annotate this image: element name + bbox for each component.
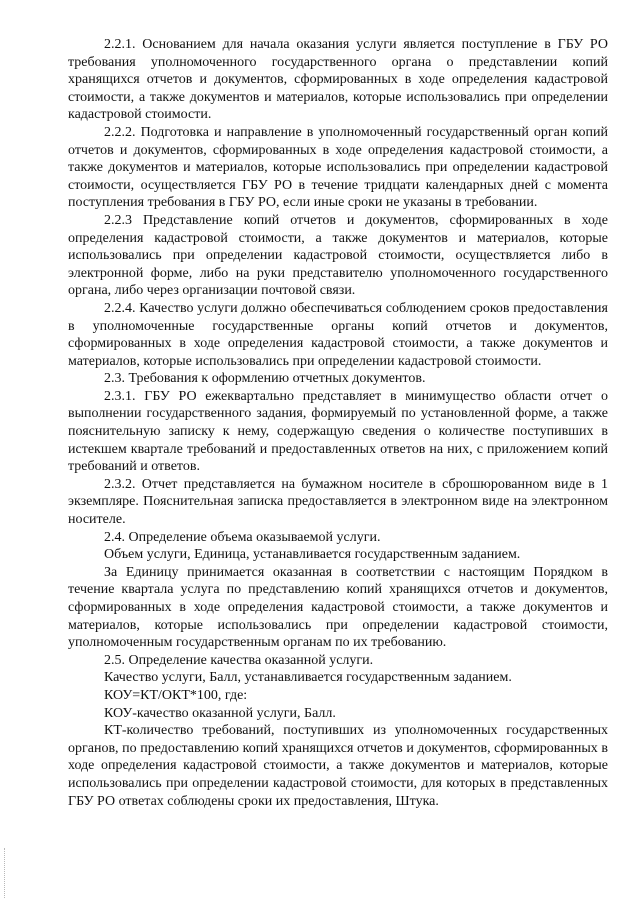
- paragraph-volume: Объем услуги, Единица, устанавливается государственным заданием.: [104, 547, 521, 563]
- paragraph-unit-definition: За Единицу принимается оказанная в соответствии с настоящим Порядком в течение квартала услуга по представлению копий хранящихся отчетов и документов, сформированных в ходе определения кадастровой стоимости, а также документов и материалов, которые использовались при определении кадастровой стоимости, уполномоченным государственным органам по их требованию.: [68, 564, 608, 651]
- margin-scan-mark: [4, 848, 8, 898]
- paragraph-2-2-1: 2.2.1. Основанием для начала оказания услуги является поступление в ГБУ РО требования уполномоченного государственного органа о представлении копий хранящихся отчетов и документов, сформированных в ходе определения кадастровой стоимости, а также документов и материалов, которые использовались при определении кадастровой стоимости.: [68, 37, 608, 123]
- paragraph-2-2-4: 2.2.4. Качество услуги должно обеспечиваться соблюдением сроков предоставления в уполномоченные государственные органы копий отчетов и документов, сформированных в ходе определения кадастровой стоимости, а также документов и материалов, которые использовались при определении кадастровой стоимости.: [68, 300, 608, 369]
- section-heading-2-4: 2.4. Определение объема оказываемой услуги.: [104, 529, 381, 545]
- paragraph-kt-definition: КТ-количество требований, поступивших из уполномоченных государственных органов, по предоставлению копий хранящихся отчетов и документов, сформированных в ходе определения кадастровой стоимости, а также документов и материалов, которые использовались при определении кадастровой стоимости, для которых в представленных ГБУ РО ответах соблюдены сроки их предоставления, Штука.: [68, 723, 608, 809]
- section-heading-2-3: 2.3. Требования к оформлению отчетных документов.: [104, 371, 426, 387]
- paragraph-2-3-1: 2.3.1. ГБУ РО ежеквартально представляет в минимущество области отчет о выполнении государственного задания, формируемый по установленной форме, а также пояснительную записку к нему, содержащую сведения о количестве поступивших в истекшем квартале требований и предоставленных ответов на них, с приложением копий требований и ответов.: [68, 388, 608, 475]
- formula-line: КОУ=КТ/ОКТ*100, где:: [104, 687, 248, 703]
- paragraph-quality: Качество услуги, Балл, устанавливается государственным заданием.: [104, 670, 512, 686]
- paragraph-kou-definition: КОУ-качество оказанной услуги, Балл.: [104, 705, 336, 721]
- paragraph-2-2-3: 2.2.3 Представление копий отчетов и документов, сформированных в ходе определения кадастровой стоимости, а также документов и материалов, которые использовались при определении кадастровой стоимости, осуществляется либо в электронной форме, либо на руки представителю уполномоченного государственного органа, либо через организации почтовой связи.: [68, 212, 608, 299]
- document-page: [68, 36, 608, 810]
- paragraph-2-3-2: 2.3.2. Отчет представляется на бумажном носителе в сброшюрованном виде в 1 экземпляре. Пояснительная записка предоставляется в электронном виде на электронном носителе.: [68, 476, 608, 528]
- paragraph-2-2-2: 2.2.2. Подготовка и направление в уполномоченный государственный орган копий отчетов и документов, сформированных в ходе определения кадастровой стоимости, а также документов и материалов, которые использовались при определении кадастровой стоимости, осуществляется ГБУ РО в течение тридцати календарных дней с момента поступления требования в ГБУ РО, если иные сроки не указаны в требовании.: [68, 124, 608, 211]
- section-heading-2-5: 2.5. Определение качества оказанной услуги.: [104, 652, 374, 668]
